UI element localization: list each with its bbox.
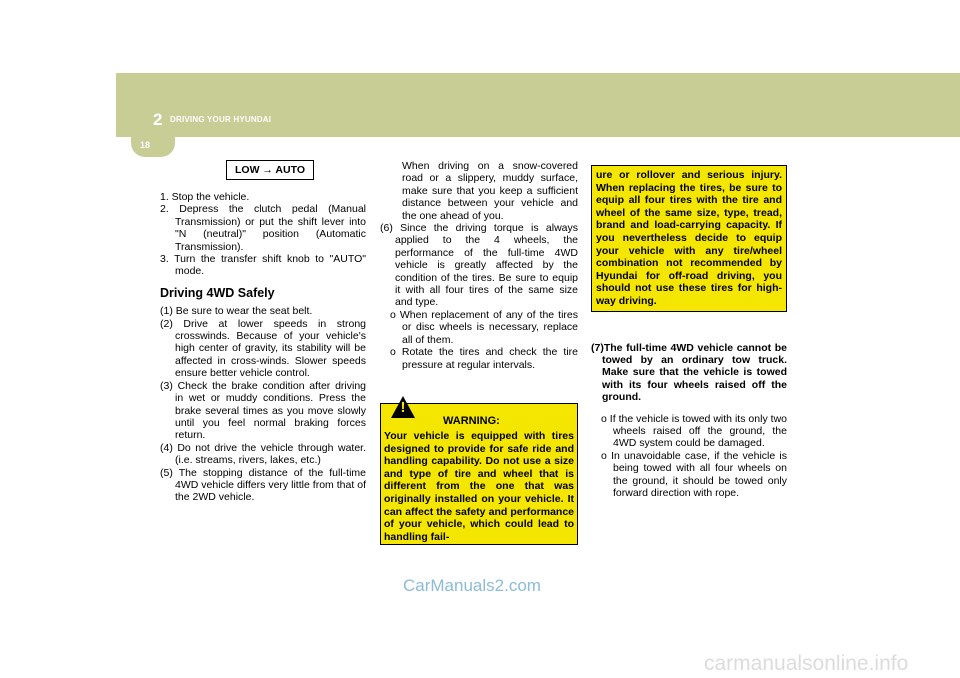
tire-bullet-1: o When replacement of any of the tires or disc wheels is necessary, replace all of them.: [390, 308, 578, 346]
chapter-title: DRIVING YOUR HYUNDAI: [170, 115, 272, 124]
warning-title: WARNING:: [443, 415, 500, 427]
safety-item-3: (3) Check the brake condition after driving in wet or muddy conditions. Press the brake several times as you move slowly until you feel normal braking forces return.: [160, 379, 366, 442]
warning-exclamation-icon: !: [400, 399, 406, 416]
chapter-header-band: [116, 73, 960, 137]
safety-item-6: (6) Since the driving torque is always applied to the 4 wheels, the performance of the full-time 4WD vehicle is greatly affected by the condition of the tires. Be sure to equip it with all four tires of the same size and type.: [380, 222, 578, 309]
watermark-center: CarManuals2.com: [403, 576, 541, 595]
step-3: 3. Turn the transfer shift knob to "AUTO" mode.: [160, 253, 366, 278]
safety-item-4: (4) Do not drive the vehicle through water. (i.e. streams, rivers, lakes, etc.): [160, 441, 366, 467]
safety-list: [160, 305, 366, 504]
switch-steps: [160, 191, 366, 278]
watermark-footer: carmanualsonline.info: [704, 652, 909, 675]
safety-item-2: (2) Drive at lower speeds in strong crosswinds. Because of your vehicle's high center of gravity, its stability will be affected in cross-winds. Slower speeds ensure better vehicle control.: [160, 317, 366, 380]
tire-bullet-2: o Rotate the tires and check the tire pressure at regular intervals.: [390, 346, 578, 371]
mode-box-low-auto: LOW → AUTO: [226, 160, 314, 180]
left-column: [160, 160, 366, 504]
step-2: 2. Depress the clutch pedal (Manual Transmission) or put the shift lever into "N (neutral)" position (Automatic Transmission).: [160, 203, 366, 253]
section-heading: Driving 4WD Safely: [160, 285, 275, 300]
towing-item-7: (7)The full-time 4WD vehicle cannot be towed by an ordinary tow truck. Make sure that the vehicle is towed with its four wheels raised off the ground.: [591, 341, 787, 404]
snow-driving-note: When driving on a snow-covered road or a slippery, muddy surface, make sure that you keep a sufficient distance between your vehicle and the one ahead of you.: [402, 160, 578, 222]
warning-continued-box: ure or rollover and serious injury. When replacing the tires, be sure to equip all four tires with the tire and wheel of the same size, type, tread, brand and load-carrying capacity. If you nevertheless decide to equip your vehicle with any tire/wheel combination not recommended by Hyundai for off-road driving, you should not use these tires for high-way driving.: [591, 165, 787, 312]
safety-item-5: (5) The stopping distance of the full-time 4WD vehicle differs very little from that of the 2WD vehicle.: [160, 466, 366, 504]
step-1: 1. Stop the vehicle.: [160, 191, 250, 203]
page-number: 18: [140, 140, 151, 150]
safety-item-1: (1) Be sure to wear the seat belt.: [160, 305, 313, 318]
chapter-number: 2: [153, 110, 163, 129]
right-column: [591, 165, 787, 499]
page-number-tab: [131, 137, 175, 157]
warning-body: Your vehicle is equipped with tires designed to provide for safe ride and handling capability. Do not use a size and type of tire and wheel that is different from the one that was originally installed on your vehicle. It can affect the safety and performance of your vehicle, which could lead to handling fail-: [384, 430, 574, 543]
towing-bullet-2: o In unavoidable case, if the vehicle is being towed with all four wheels on the ground, it should be towed only forward direction with rope.: [601, 449, 787, 499]
towing-bullet-1: o If the vehicle is towed with its only two wheels raised off the ground, the 4WD system could be damaged.: [601, 412, 787, 450]
middle-column: [380, 160, 578, 371]
